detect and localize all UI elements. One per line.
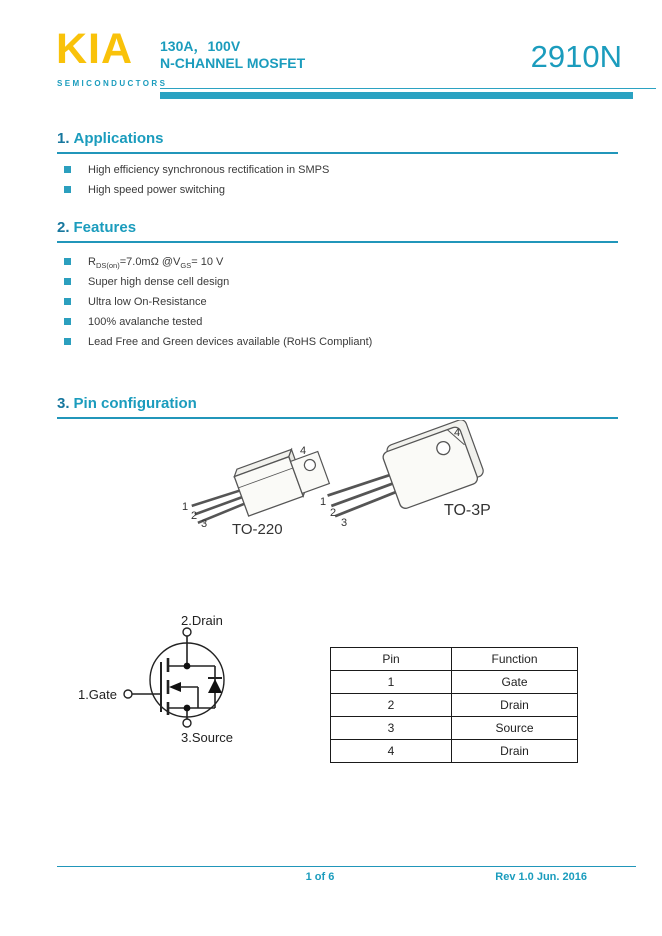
symbol-gate-label: 1.Gate xyxy=(77,687,117,702)
pin-function-cell: Drain xyxy=(452,740,578,763)
table-row xyxy=(331,740,578,763)
table-header-pin: Pin xyxy=(331,648,452,671)
to220-pin1-label: 1 xyxy=(182,501,189,513)
revision-label: Rev 1.0 Jun. 2016 xyxy=(495,871,587,883)
pin-function-cell: Drain xyxy=(452,694,578,717)
bullet-square-icon xyxy=(64,186,71,193)
section-pin-config-heading xyxy=(57,395,197,412)
to-220-package-drawing xyxy=(150,430,340,548)
bullet-square-icon xyxy=(64,166,71,173)
header-device-type: N-CHANNEL MOSFET xyxy=(160,55,306,71)
pin-number-cell: 2 xyxy=(331,694,452,717)
bullet-square-icon xyxy=(64,298,71,305)
pin-number-cell: 3 xyxy=(331,717,452,740)
feature-item-text: 100% avalanche tested xyxy=(88,316,203,328)
pin-function-cell: Gate xyxy=(452,671,578,694)
to3p-package-name: TO-3P xyxy=(444,502,491,519)
section-number: 1. xyxy=(57,130,70,147)
header-rating: 130A，100V xyxy=(160,38,241,54)
application-item xyxy=(64,184,225,196)
header-bar xyxy=(160,92,633,99)
to-3p-package-drawing xyxy=(316,420,526,560)
header-thin-rule xyxy=(160,88,656,89)
table-row xyxy=(331,694,578,717)
to3p-pin4-label: 4 xyxy=(454,427,461,439)
section-rule xyxy=(57,241,618,243)
table-header-function: Function xyxy=(452,648,578,671)
to220-pin3-label: 3 xyxy=(201,518,208,530)
feature-item xyxy=(64,316,202,328)
section-number: 2. xyxy=(57,219,70,236)
bullet-square-icon xyxy=(64,338,71,345)
to3p-pin3-label: 3 xyxy=(341,517,348,529)
table-row xyxy=(331,717,578,740)
symbol-drain-label: 2.Drain xyxy=(181,613,223,628)
pin-number-cell: 1 xyxy=(331,671,452,694)
section-number: 3. xyxy=(57,395,70,412)
bullet-square-icon xyxy=(64,278,71,285)
mosfet-symbol xyxy=(65,612,275,752)
bullet-square-icon xyxy=(64,258,71,265)
feature-item-rds xyxy=(64,256,223,270)
section-rule xyxy=(57,152,618,154)
application-item-text: High speed power switching xyxy=(88,184,225,196)
pin-function-table xyxy=(330,647,578,763)
section-features-heading xyxy=(57,219,136,236)
logo-subtitle: SEMICONDUCTORS xyxy=(57,79,168,88)
section-title: Pin configuration xyxy=(73,395,197,412)
application-item xyxy=(64,164,329,176)
page-number: 1 of 6 xyxy=(305,871,335,883)
to3p-pin2-label: 2 xyxy=(330,507,337,519)
table-header-row xyxy=(331,648,578,671)
feature-item-text: $R_{DS(on)}=7.0m\Omega$ $@V_{GS}= 10$ V xyxy=(88,256,224,271)
feature-item-text: Lead Free and Green devices available (RoHS Compliant) xyxy=(88,336,373,348)
feature-item xyxy=(64,336,372,348)
to220-pin2-label: 2 xyxy=(191,510,198,522)
pin-number-cell: 4 xyxy=(331,740,452,763)
application-item-text: High efficiency synchronous rectification in SMPS xyxy=(88,164,330,176)
feature-item xyxy=(64,276,229,288)
to220-package-name: TO-220 xyxy=(232,521,283,538)
section-title: Applications xyxy=(73,130,164,147)
feature-item xyxy=(64,296,207,308)
footer-rule xyxy=(57,866,636,867)
feature-item-text: Ultra low On-Resistance xyxy=(88,296,207,308)
to3p-pin1-label: 1 xyxy=(320,496,327,508)
to220-pin4-label: 4 xyxy=(300,445,307,457)
kia-logo: KIA xyxy=(56,25,134,73)
table-row xyxy=(331,671,578,694)
section-title: Features xyxy=(73,219,137,236)
section-applications-heading xyxy=(57,130,164,147)
section-rule xyxy=(57,417,618,419)
feature-item-text: Super high dense cell design xyxy=(88,276,230,288)
pin-function-cell: Source xyxy=(452,717,578,740)
symbol-source-label: 3.Source xyxy=(181,730,234,745)
bullet-square-icon xyxy=(64,318,71,325)
part-number: 2910N xyxy=(530,39,622,74)
